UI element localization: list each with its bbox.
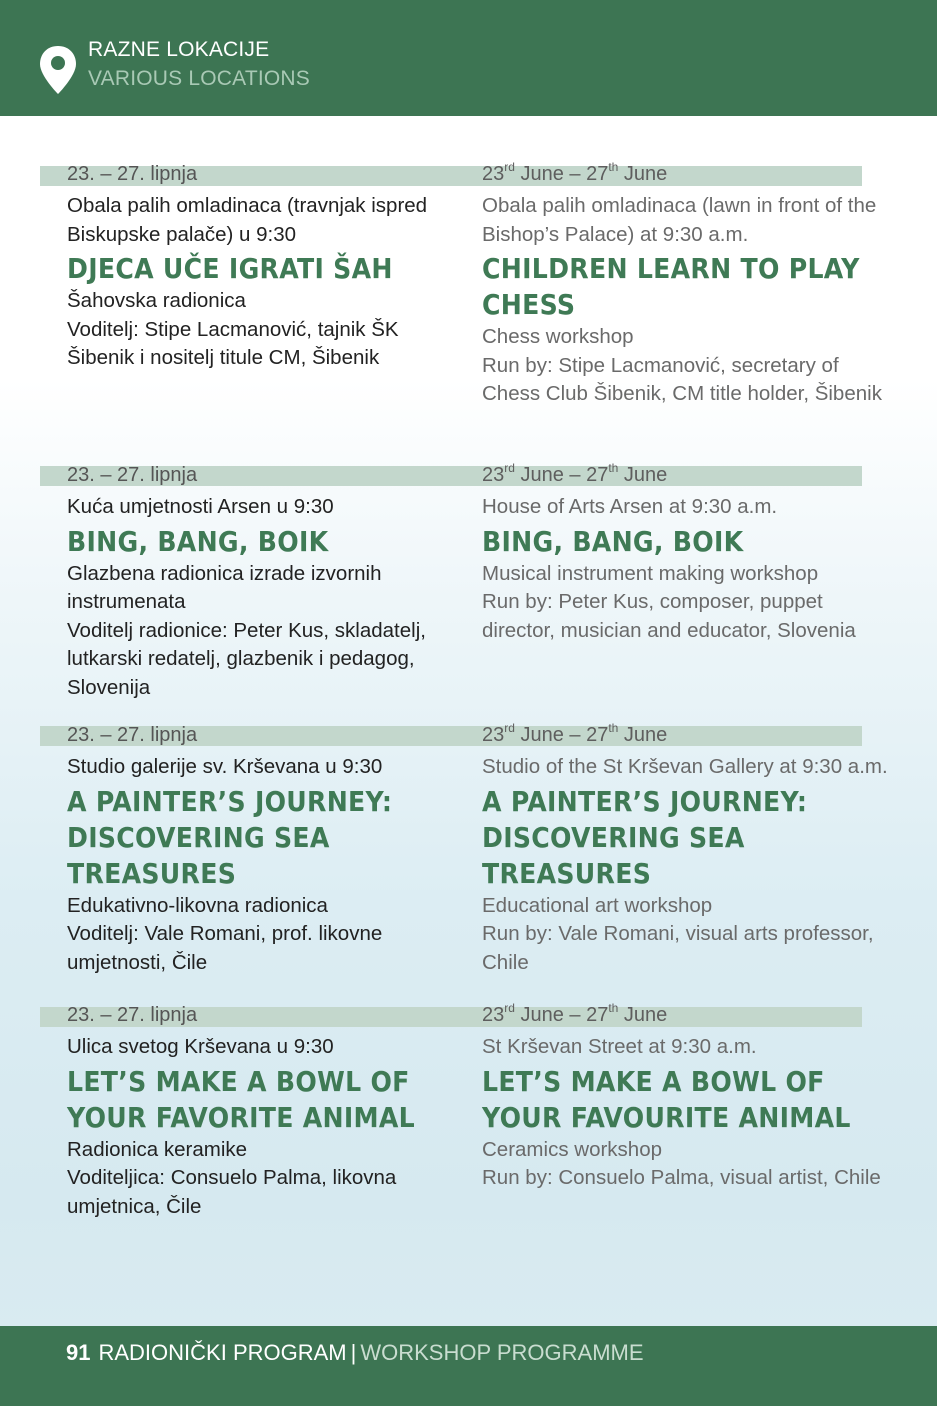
event-hr-column	[67, 163, 467, 373]
event-venue-en: St Krševan Street at 9:30 a.m.	[482, 1035, 757, 1058]
event-hr-column	[67, 464, 467, 703]
event-title-en: CHILDREN LEARN TO PLAY CHESS	[482, 252, 860, 322]
event-hr-column	[67, 724, 467, 977]
event-title-hr: A PAINTER’S JOURNEY: DISCOVERING SEA TREASURES	[67, 784, 393, 890]
event-date-en: 23rd June – 27th June	[482, 721, 668, 746]
section-title-hr: RADIONIČKI PROGRAM	[98, 1340, 347, 1365]
page-footer	[0, 1326, 937, 1406]
event-date-en: 23rd June – 27th June	[482, 160, 668, 185]
event-desc-en: Ceramics workshop	[482, 1137, 662, 1161]
event-desc-en: Musical instrument making workshop	[482, 561, 819, 585]
event-date-hr: 23. – 27. lipnja	[67, 1004, 198, 1026]
event-date-en: 23rd June – 27th June	[482, 1001, 668, 1026]
event-en-column	[482, 461, 882, 645]
event-venue-hr: Studio galerije sv. Krševana u 9:30	[67, 755, 383, 778]
event-title-en: BING, BANG, BOIK	[482, 524, 744, 558]
event-desc-hr: Šahovska radionica	[67, 289, 246, 313]
event-runby-en: Run by: Vale Romani, visual arts professor, Chile	[482, 922, 874, 974]
event-venue-hr: Kuća umjetnosti Arsen u 9:30	[67, 495, 334, 518]
event-desc-en: Educational art workshop	[482, 893, 713, 917]
event-runby-en: Run by: Consuelo Palma, visual artist, Chile	[482, 1166, 881, 1190]
event-en-column	[482, 1001, 882, 1193]
event-venue-hr: Ulica svetog Krševana u 9:30	[67, 1035, 334, 1058]
location-title-en: VARIOUS LOCATIONS	[88, 67, 310, 90]
event-date-en: 23rd June – 27th June	[482, 461, 668, 486]
event-title-hr: BING, BANG, BOIK	[67, 524, 329, 558]
section-title-en: WORKSHOP PROGRAMME	[360, 1340, 644, 1365]
event-venue-en: Studio of the St Krševan Gallery at 9:30 a.m.	[482, 755, 888, 778]
event-date-hr: 23. – 27. lipnja	[67, 464, 198, 486]
event-venue-en: Obala palih omladinaca (lawn in front of the Bishop’s Palace) at 9:30 a.m.	[482, 194, 877, 246]
event-en-column	[482, 721, 888, 977]
event-desc-en: Chess workshop	[482, 325, 634, 349]
event-title-hr: LET’S MAKE A BOWL OF YOUR FAVORITE ANIMAL	[67, 1064, 415, 1134]
event-venue-hr: Obala palih omladinaca (travnjak ispred Biskupske palače) u 9:30	[67, 194, 428, 246]
event-desc-hr: Glazbena radionica izrade izvornih instrumenata	[67, 561, 382, 614]
page-number: 91	[66, 1340, 91, 1365]
event-runby-hr: Voditelj radionice: Peter Kus, skladatelj, lutkarski redatelj, glazbenik i pedagog, Slovenija	[67, 618, 426, 699]
event-date-hr: 23. – 27. lipnja	[67, 724, 198, 746]
event-en-column	[482, 160, 882, 409]
location-pin-icon	[38, 44, 78, 96]
event-runby-hr: Voditeljica: Consuelo Palma, likovna umjetnica, Čile	[67, 1166, 397, 1218]
event-hr-column	[67, 1004, 467, 1221]
event-date-hr: 23. – 27. lipnja	[67, 163, 198, 185]
location-title-hr: RAZNE LOKACIJE	[88, 38, 270, 61]
event-runby-hr: Voditelj: Stipe Lacmanović, tajnik ŠK Šibenik i nositelj titule CM, Šibenik	[67, 317, 399, 370]
footer-separator: |	[350, 1340, 357, 1365]
event-runby-en: Run by: Stipe Lacmanović, secretary of Chess Club Šibenik, CM title holder, Šibenik	[482, 353, 882, 406]
event-title-en: A PAINTER’S JOURNEY: DISCOVERING SEA TREASURES	[482, 784, 808, 890]
event-runby-hr: Voditelj: Vale Romani, prof. likovne umjetnosti, Čile	[67, 922, 383, 974]
footer-text	[66, 1340, 644, 1366]
event-title-en: LET’S MAKE A BOWL OF YOUR FAVOURITE ANIMAL	[482, 1064, 851, 1134]
event-title-hr: DJECA UČE IGRATI ŠAH	[67, 252, 393, 286]
event-venue-en: House of Arts Arsen at 9:30 a.m.	[482, 495, 778, 518]
event-desc-hr: Radionica keramike	[67, 1137, 248, 1161]
event-runby-en: Run by: Peter Kus, composer, puppet director, musician and educator, Slovenia	[482, 590, 856, 642]
page-header	[0, 0, 937, 116]
event-desc-hr: Edukativno-likovna radionica	[67, 893, 328, 917]
